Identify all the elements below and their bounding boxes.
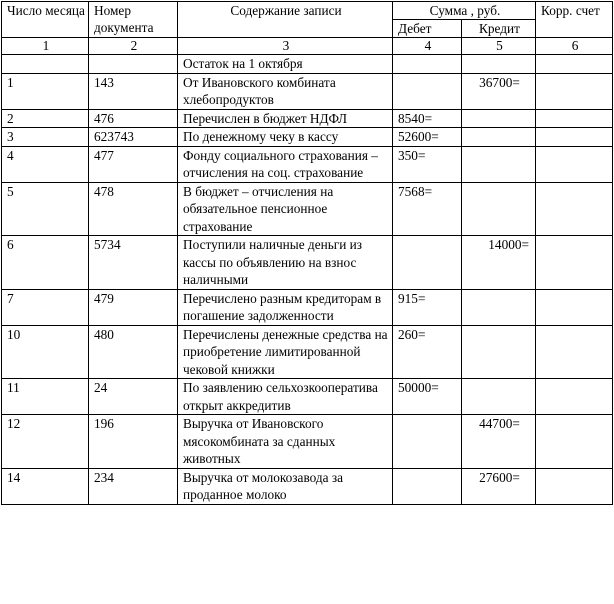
cell-credit xyxy=(462,289,536,325)
cell-content: Выручка от молокозавода за проданное молоко xyxy=(178,468,393,504)
column-index: 2 xyxy=(89,38,178,55)
cell-content: От Ивановского комбината хлебопродуктов xyxy=(178,73,393,109)
cell-debit: 7568= xyxy=(393,182,462,236)
cell-credit xyxy=(462,325,536,379)
table-row xyxy=(2,468,613,504)
header-content: Содержание записи xyxy=(178,2,393,38)
cell-debit: 8540= xyxy=(393,109,462,128)
header-row-top xyxy=(2,2,613,20)
cell-content: По заявлению сельхозкооператива открыт аккредитив xyxy=(178,379,393,415)
cell-day: 1 xyxy=(2,73,89,109)
cell-credit: 27600= xyxy=(462,468,536,504)
cell-credit xyxy=(462,128,536,147)
column-index: 3 xyxy=(178,38,393,55)
cell-corr xyxy=(536,236,613,290)
cell-debit: 915= xyxy=(393,289,462,325)
cell-content: Перечислен в бюджет НДФЛ xyxy=(178,109,393,128)
cell-doc: 234 xyxy=(89,468,178,504)
cell-doc: 480 xyxy=(89,325,178,379)
cell-doc: 5734 xyxy=(89,236,178,290)
cell-corr xyxy=(536,182,613,236)
table-row xyxy=(2,73,613,109)
cell-day: 3 xyxy=(2,128,89,147)
cell-day: 12 xyxy=(2,415,89,469)
cell-credit xyxy=(462,379,536,415)
table-row xyxy=(2,182,613,236)
table-row xyxy=(2,146,613,182)
table-row xyxy=(2,325,613,379)
cell-content: Поступили наличные деньги из кассы по объявлению на взнос наличными xyxy=(178,236,393,290)
cell-content: Фонду социального страхования – отчисления на соц. страхование xyxy=(178,146,393,182)
table-row xyxy=(2,236,613,290)
header-credit: Кредит xyxy=(462,20,536,38)
cell-corr xyxy=(536,146,613,182)
table-row xyxy=(2,109,613,128)
header-corr: Корр. счет xyxy=(536,2,613,38)
cell-corr xyxy=(536,289,613,325)
column-index: 4 xyxy=(393,38,462,55)
cell-day: 2 xyxy=(2,109,89,128)
cell-doc: 623743 xyxy=(89,128,178,147)
cell-debit: 50000= xyxy=(393,379,462,415)
cell-corr xyxy=(536,55,613,74)
cell-debit: 350= xyxy=(393,146,462,182)
header-sum: Сумма , руб. xyxy=(393,2,536,20)
cell-day xyxy=(2,55,89,74)
cell-doc: 477 xyxy=(89,146,178,182)
cell-content: Перечислены денежные средства на приобретение лимитированной чековой книжки xyxy=(178,325,393,379)
cell-content: По денежному чеку в кассу xyxy=(178,128,393,147)
cell-day: 4 xyxy=(2,146,89,182)
cell-doc: 196 xyxy=(89,415,178,469)
table-row xyxy=(2,379,613,415)
cell-credit: 36700= xyxy=(462,73,536,109)
cell-day: 6 xyxy=(2,236,89,290)
cell-debit xyxy=(393,55,462,74)
cell-credit xyxy=(462,146,536,182)
table-row xyxy=(2,128,613,147)
cell-doc: 478 xyxy=(89,182,178,236)
cell-corr xyxy=(536,325,613,379)
cell-day: 14 xyxy=(2,468,89,504)
cell-corr xyxy=(536,468,613,504)
ledger-table xyxy=(1,1,613,505)
cell-content: Остаток на 1 октября xyxy=(178,55,393,74)
cell-credit: 44700= xyxy=(462,415,536,469)
cell-content: Перечислено разным кредиторам в погашение задолженности xyxy=(178,289,393,325)
column-index-row xyxy=(2,38,613,55)
cell-debit xyxy=(393,415,462,469)
cell-debit xyxy=(393,236,462,290)
column-index: 6 xyxy=(536,38,613,55)
cell-day: 11 xyxy=(2,379,89,415)
cell-doc: 143 xyxy=(89,73,178,109)
table-row xyxy=(2,289,613,325)
cell-corr xyxy=(536,128,613,147)
cell-day: 7 xyxy=(2,289,89,325)
cell-day: 5 xyxy=(2,182,89,236)
cell-debit xyxy=(393,468,462,504)
cell-debit: 260= xyxy=(393,325,462,379)
cell-credit xyxy=(462,109,536,128)
cell-doc xyxy=(89,55,178,74)
cell-content: В бюджет – отчисления на обязательное пенсионное страхование xyxy=(178,182,393,236)
header-doc-number: Номер документа xyxy=(89,2,178,38)
cell-debit xyxy=(393,73,462,109)
cell-corr xyxy=(536,109,613,128)
table-row xyxy=(2,415,613,469)
cell-credit xyxy=(462,182,536,236)
cell-corr xyxy=(536,73,613,109)
cell-content: Выручка от Ивановского мясокомбината за сданных животных xyxy=(178,415,393,469)
cell-corr xyxy=(536,379,613,415)
column-index: 5 xyxy=(462,38,536,55)
cell-doc: 24 xyxy=(89,379,178,415)
cell-credit xyxy=(462,55,536,74)
cell-day: 10 xyxy=(2,325,89,379)
column-index: 1 xyxy=(2,38,89,55)
header-day: Число месяца xyxy=(2,2,89,38)
opening-balance-row xyxy=(2,55,613,74)
cell-credit: 14000= xyxy=(462,236,536,290)
cell-doc: 479 xyxy=(89,289,178,325)
header-debit: Дебет xyxy=(393,20,462,38)
cell-debit: 52600= xyxy=(393,128,462,147)
cell-corr xyxy=(536,415,613,469)
cell-doc: 476 xyxy=(89,109,178,128)
